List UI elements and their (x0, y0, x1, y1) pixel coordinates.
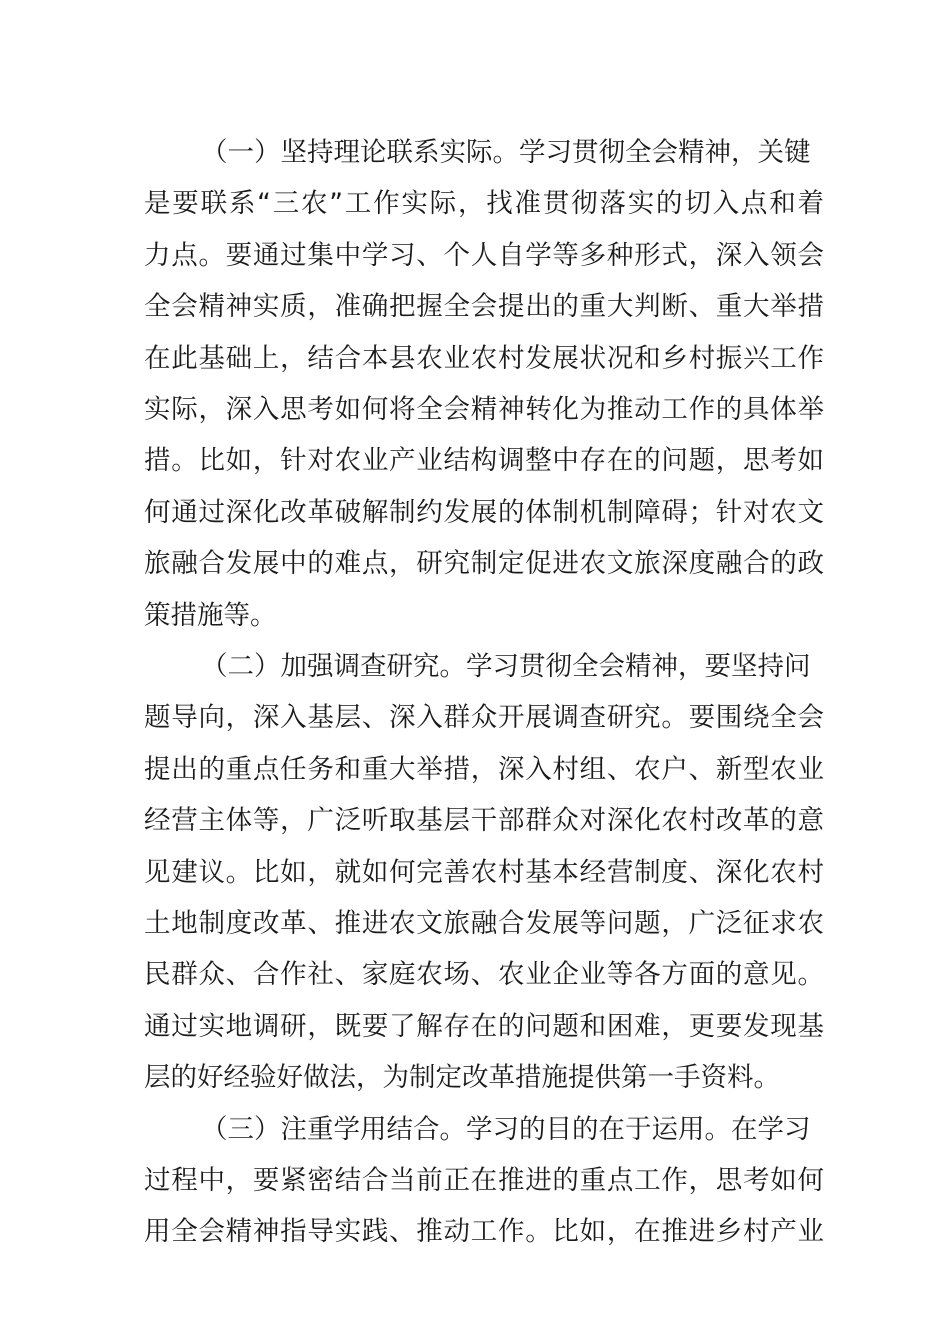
paragraph-line: 过程中，要紧密结合当前正在推进的重点工作，思考如何 (144, 1165, 824, 1196)
paragraph-line: 土地制度改革、推进农文旅融合发展等问题，广泛征求农 (144, 908, 824, 939)
paragraph-line: 提出的重点任务和重大举措，深入村组、农户、新型农业 (144, 754, 824, 785)
paragraph-line: 策措施等。 (144, 600, 277, 631)
paragraph-line: 何通过深化改革破解制约发展的体制机制障碍；针对农文 (144, 497, 824, 528)
paragraph-line: 在此基础上，结合本县农业农村发展状况和乡村振兴工作 (144, 343, 824, 374)
paragraph-line: 层的好经验好做法，为制定改革措施提供第一手资料。 (144, 1062, 780, 1093)
paragraph-line: 旅融合发展中的难点，研究制定促进农文旅深度融合的政 (144, 548, 824, 579)
paragraph-line: 用全会精神指导实践、推动工作。比如，在推进乡村产业 (144, 1216, 824, 1247)
paragraph-line: （二）加强调查研究。学习贯彻全会精神，要坚持问 (201, 651, 811, 682)
paragraph-line: 通过实地调研，既要了解存在的问题和困难，更要发现基 (144, 1011, 824, 1042)
paragraph-line: 题导向，深入基层、深入群众开展调查研究。要围绕全会 (144, 702, 824, 733)
paragraph-line: 力点。要通过集中学习、个人自学等多种形式，深入领会 (144, 240, 824, 271)
paragraph-line: 全会精神实质，准确把握全会提出的重大判断、重大举措 (144, 291, 824, 322)
paragraph-line: 民群众、合作社、家庭农场、农业企业等各方面的意见。 (144, 959, 824, 990)
paragraph-line: （三）注重学用结合。学习的目的在于运用。在学习 (201, 1114, 811, 1145)
paragraph-line: 是要联系“三农”工作实际，找准贯彻落实的切入点和着 (144, 188, 824, 219)
paragraph-line: （一）坚持理论联系实际。学习贯彻全会精神，关键 (201, 137, 811, 168)
paragraph-line: 实际，深入思考如何将全会精神转化为推动工作的具体举 (144, 394, 824, 425)
paragraph-line: 措。比如，针对农业产业结构调整中存在的问题，思考如 (144, 445, 824, 476)
paragraph-line: 经营主体等，广泛听取基层干部群众对深化农村改革的意 (144, 805, 824, 836)
paragraph-line: 见建议。比如，就如何完善农村基本经营制度、深化农村 (144, 857, 824, 888)
